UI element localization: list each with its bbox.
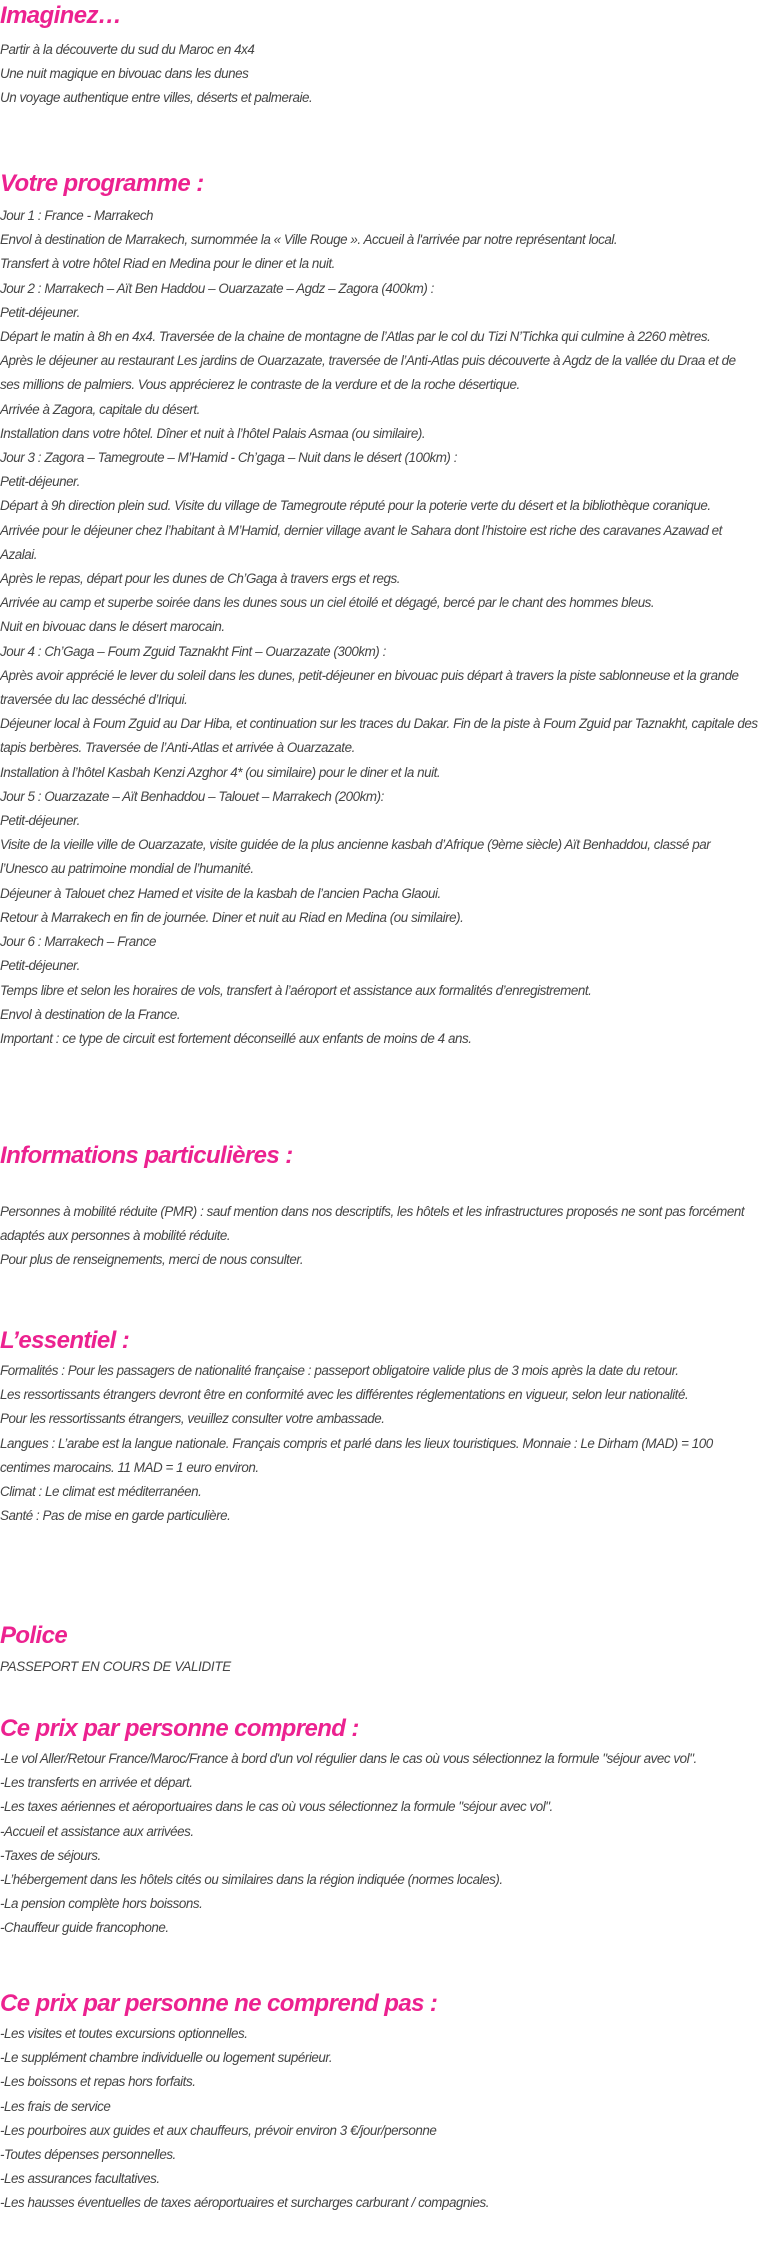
day-heading: Jour 4 : Ch’Gaga – Foum Zguid Taznakht Fint – Ouarzazate (300km) : (0, 643, 386, 659)
list-item: -Chauffeur guide francophone. (0, 1920, 169, 1936)
text-line: Climat : Le climat est méditerranéen. (0, 1484, 202, 1500)
text-line: Petit-déjeuner. (0, 474, 80, 490)
day-heading: Jour 6 : Marrakech – France (0, 934, 157, 950)
text-line: Retour à Marrakech en fin de journée. Diner et nuit au Riad en Medina (ou similaire). (0, 909, 464, 925)
list-item: -Les taxes aériennes et aéroportuaires dans le cas où vous sélectionnez la formule "séjour avec vol". (0, 1799, 553, 1815)
section-title-comprend: Ce prix par personne comprend : (0, 1715, 359, 1742)
section-title-programme: Votre programme : (0, 170, 204, 197)
list-item: -Accueil et assistance aux arrivées. (0, 1823, 194, 1839)
section-informations (0, 1140, 758, 1273)
text-line: Envol à destination de Marrakech, surnommée la « Ville Rouge ». Accueil à l'arrivée par notre représentant local. (0, 232, 618, 248)
text-line: Pour plus de renseignements, merci de nous consulter. (0, 1252, 304, 1268)
list-item: -Taxes de séjours. (0, 1847, 101, 1863)
section-title-informations: Informations particulières : (0, 1142, 293, 1169)
text-line: Après le déjeuner au restaurant Les jardins de Ouarzazate, traversée de l’Anti-Atlas puis découverte à Agdz de la vallée du Draa et de ses millions de palmiers. Vous apprécierez le contraste de la verdure et de la roche désertique. (0, 353, 736, 393)
text-line: Petit-déjeuner. (0, 813, 80, 829)
text-line: Pour les ressortissants étrangers, veuillez consulter votre ambassade. (0, 1411, 385, 1427)
ne-comprend-pas-lines (0, 2022, 758, 2216)
section-police (0, 1620, 758, 1679)
text-line: Après le repas, départ pour les dunes de Ch’Gaga à travers ergs et regs. (0, 571, 401, 587)
section-programme (0, 168, 758, 1051)
text-line: Envol à destination de la France. (0, 1006, 181, 1022)
text-line: Arrivée à Zagora, capitale du désert. (0, 401, 200, 417)
text-line: Les ressortissants étrangers devront être en conformité avec les différentes réglementations en vigueur, selon leur nationalité. (0, 1387, 689, 1403)
text-line: Temps libre et selon les horaires de vols, transfert à l’aéroport et assistance aux formalités d’enregistrement. (0, 982, 592, 998)
text-line: Départ le matin à 8h en 4x4. Traversée de la chaine de montagne de l’Atlas par le col du Tizi N’Tichka qui culmine à 2260 mètres. (0, 329, 711, 345)
important-note: Important : ce type de circuit est fortement déconseillé aux enfants de moins de 4 ans. (0, 1030, 472, 1046)
text-line: Petit-déjeuner. (0, 958, 80, 974)
section-title-police: Police (0, 1622, 68, 1649)
section-title-essentiel: L’essentiel : (0, 1327, 130, 1354)
text-line: Déjeuner à Talouet chez Hamed et visite de la kasbah de l’ancien Pacha Glaoui. (0, 885, 441, 901)
essentiel-lines (0, 1359, 758, 1528)
list-item: -L’hébergement dans les hôtels cités ou similaires dans la région indiquée (normes locales). (0, 1872, 503, 1888)
day-heading: Jour 1 : France - Marrakech (0, 208, 154, 223)
list-item: -Toutes dépenses personnelles. (0, 2147, 176, 2163)
text-line: Installation à l’hôtel Kasbah Kenzi Azghor 4* (ou similaire) pour le diner et la nuit. (0, 764, 441, 780)
text-line: Départ à 9h direction plein sud. Visite du village de Tamegroute réputé pour la poterie verte du désert et la bibliothèque coranique. (0, 498, 711, 514)
text-line: Personnes à mobilité réduite (PMR) : sauf mention dans nos descriptifs, les hôtels et les infrastructures proposés ne sont pas forcément adaptés aux personnes à mobilité réduite. (0, 1204, 745, 1244)
text-line: Après avoir apprécié le lever du soleil dans les dunes, petit-déjeuner en bivouac puis départ à travers la piste sablonneuse et la grande traversée du lac desséché d’Iriqui. (0, 667, 739, 708)
text-line: Petit-déjeuner. (0, 304, 80, 320)
text-line: Arrivée au camp et superbe soirée dans les dunes sous un ciel étoilé et dégagé, bercé par le chant des hommes bleus. (0, 595, 655, 611)
day-heading: Jour 2 : Marrakech – Aït Ben Haddou – Ouarzazate – Agdz – Zagora (400km) : (0, 280, 434, 296)
text-line: Visite de la vieille ville de Ouarzazate, visite guidée de la plus ancienne kasbah d’Afrique (9ème siècle) Aït Benhaddou, classé par l’Unesco au patrimoine mondial de l’humanité. (0, 837, 711, 877)
text-line: Santé : Pas de mise en garde particulière. (0, 1508, 231, 1524)
section-imaginez (0, 0, 758, 111)
text-line: Nuit en bivouac dans le désert marocain. (0, 619, 225, 635)
list-item: -Les hausses éventuelles de taxes aéroportuaires et surcharges carburant / compagnies. (0, 2195, 490, 2211)
list-item: -Les frais de service (0, 2098, 111, 2114)
list-item: -Les transferts en arrivée et départ. (0, 1775, 193, 1791)
list-item: -Le supplément chambre individuelle ou logement supérieur. (0, 2050, 333, 2066)
comprend-lines (0, 1747, 758, 1941)
day-heading: Jour 5 : Ouarzazate – Aït Benhaddou – Talouet – Marrakech (200km): (0, 788, 384, 804)
text-line: PASSEPORT EN COURS DE VALIDITE (0, 1659, 231, 1674)
list-item: -Les assurances facultatives. (0, 2171, 160, 2187)
imaginez-lines (0, 38, 758, 111)
section-ne-comprend-pas (0, 1988, 758, 2216)
list-item: -La pension complète hors boissons. (0, 1896, 203, 1912)
police-lines (0, 1655, 758, 1679)
section-title-imaginez: Imaginez… (0, 2, 122, 29)
section-title-ne-comprend-pas: Ce prix par personne ne comprend pas : (0, 1990, 438, 2017)
list-item: -Le vol Aller/Retour France/Maroc/France à bord d'un vol régulier dans le cas où vous sélectionnez la formule "séjour avec vol". (0, 1751, 697, 1766)
text-line: Langues : L’arabe est la langue nationale. Français compris et parlé dans les lieux touristiques. Monnaie : Le Dirham (MAD) = 100 centimes marocains. 11 MAD = 1 euro environ. (0, 1435, 713, 1475)
text-line: Partir à la découverte du sud du Maroc en 4x4 (0, 42, 255, 57)
text-line: Une nuit magique en bivouac dans les dunes (0, 66, 249, 82)
programme-lines (0, 204, 758, 1051)
list-item: -Les pourboires aux guides et aux chauffeurs, prévoir environ 3 €/jour/personne (0, 2122, 437, 2138)
list-item: -Les boissons et repas hors forfaits. (0, 2074, 196, 2090)
text-line: Déjeuner local à Foum Zguid au Dar Hiba, et continuation sur les traces du Dakar. Fin de la piste à Foum Zguid par Taznakht, capitale des tapis berbères. Traversée de l’Anti-Atlas et arrivée à Ouarzazate. (0, 716, 758, 756)
section-essentiel (0, 1325, 758, 1528)
section-comprend (0, 1713, 758, 1941)
text-line: Installation dans votre hôtel. Dîner et nuit à l’hôtel Palais Asmaa (ou similaire). (0, 425, 426, 441)
text-line: Transfert à votre hôtel Riad en Medina pour le diner et la nuit. (0, 256, 335, 272)
day-heading: Jour 3 : Zagora – Tamegroute – M’Hamid - Ch’gaga – Nuit dans le désert (100km) : (0, 450, 457, 466)
text-line: Un voyage authentique entre villes, déserts et palmeraie. (0, 90, 313, 106)
text-line: Formalités : Pour les passagers de nationalité française : passeport obligatoire valide plus de 3 mois après la date du retour. (0, 1363, 679, 1378)
list-item: -Les visites et toutes excursions optionnelles. (0, 2026, 248, 2041)
informations-lines (0, 1200, 758, 1273)
text-line: Arrivée pour le déjeuner chez l’habitant à M’Hamid, dernier village avant le Sahara dont l’histoire est riche des caravanes Azawad et Azalai. (0, 522, 722, 562)
